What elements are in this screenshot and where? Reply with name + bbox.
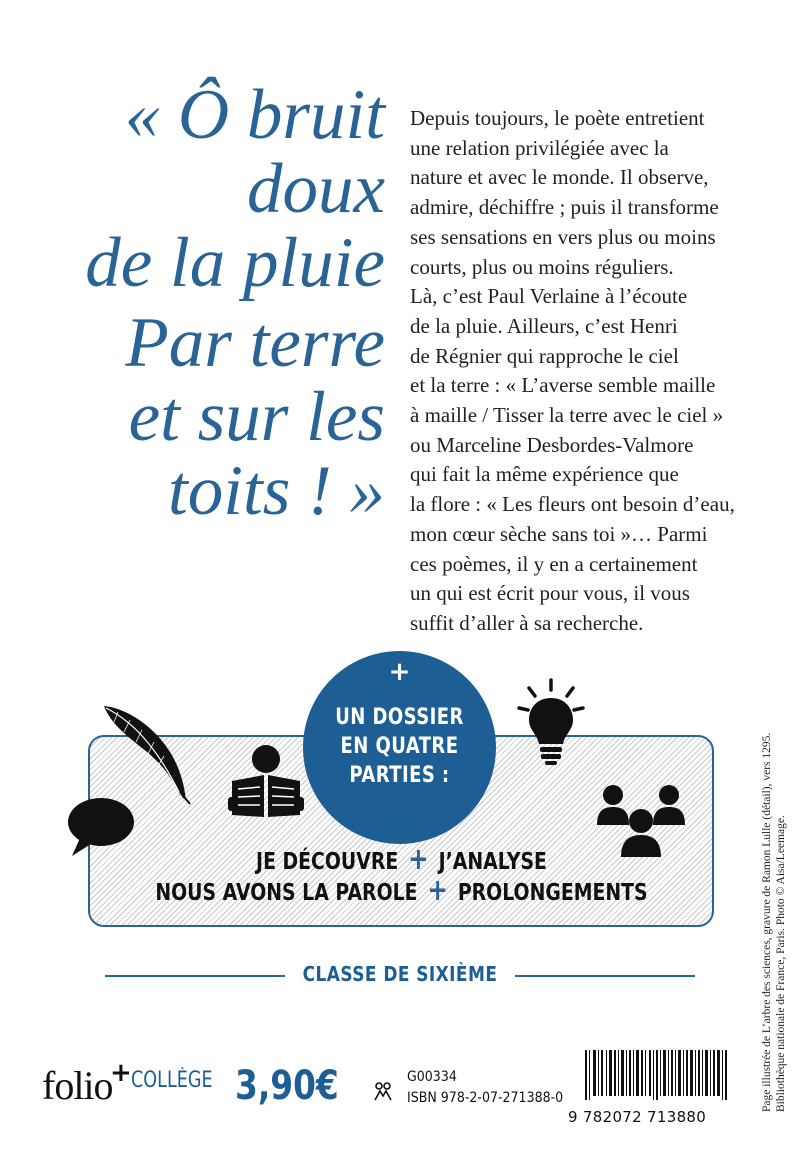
reader-icon	[226, 743, 304, 821]
plus-separator: +	[427, 873, 448, 908]
dossier-part: NOUS AVONS LA PAROLE	[155, 880, 418, 906]
folio-plus-icon: +	[110, 1058, 132, 1088]
divider-left	[105, 975, 285, 977]
quote-line: Par terre	[125, 304, 385, 382]
publisher-logo-icon	[372, 1080, 394, 1102]
dossier-title-line: EN QUATRE	[340, 734, 459, 759]
collection-name: COLLÈGE	[131, 1068, 213, 1093]
blurb-line: la flore : « Les fleurs ont besoin d’eau,	[410, 492, 735, 517]
product-code: G00334	[407, 1069, 457, 1085]
class-level: CLASSE DE SIXIÈME	[302, 962, 498, 986]
back-cover-blurb	[410, 104, 782, 639]
credit-line: Bibliothèque nationale de France, Paris. Photo © Aisa/Leemage.	[774, 815, 787, 1112]
blurb-line: et la terre : « L’averse semble maille	[410, 373, 716, 398]
pull-quote	[40, 78, 385, 528]
credit-line: Page illustrée de L’arbre des sciences, gravure de Ramon Lulle (détail), vers 1295.	[761, 732, 773, 1112]
plus-separator: +	[408, 842, 429, 877]
blurb-line: de Régnier qui rapproche le ciel	[410, 343, 679, 368]
divider-right	[515, 975, 695, 977]
blurb-line: suffit d’aller à sa recherche.	[410, 610, 644, 635]
dossier-parts-row	[144, 873, 658, 908]
blurb-line: mon cœur sèche sans toi »… Parmi	[410, 521, 708, 546]
speech-bubble-icon	[66, 796, 136, 858]
blurb-line: courts, plus ou moins réguliers.	[410, 254, 674, 279]
dossier-part: PROLONGEMENTS	[457, 880, 648, 906]
dossier-badge	[303, 651, 496, 844]
lightbulb-icon	[515, 676, 587, 768]
blurb-line: admire, déchiffre ; puis il transforme	[410, 195, 719, 220]
blurb-line: une relation privilégiée avec la	[410, 135, 669, 160]
blurb-line: ces poèmes, il y en a certainement	[410, 551, 698, 576]
quote-line: de la pluie	[85, 224, 385, 302]
blurb-line: Depuis toujours, le poète entretient	[410, 106, 705, 130]
quote-line: toits ! »	[168, 452, 385, 530]
quote-line: doux	[246, 150, 385, 228]
blurb-line: un qui est écrit pour vous, il vous	[410, 581, 690, 606]
plus-icon: +	[388, 657, 411, 687]
folio-logo: folio	[42, 1063, 113, 1108]
isbn: ISBN 978-2-07-271388-0	[407, 1090, 564, 1106]
blurb-line: à maille / Tisser la terre avec le ciel »	[410, 403, 724, 428]
dossier-parts-row	[144, 842, 658, 877]
image-credit	[761, 733, 788, 1112]
blurb-line: qui fait la même expérience que	[410, 462, 679, 487]
price: 3,90€	[235, 1063, 339, 1109]
quill-icon	[96, 700, 196, 805]
blurb-line: Là, c’est Paul Verlaine à l’écoute	[410, 284, 688, 309]
dossier-title-line: PARTIES :	[349, 763, 450, 788]
dossier-part: JE DÉCOUVRE	[256, 849, 399, 875]
dossier-title	[320, 703, 478, 790]
dossier-title-line: UN DOSSIER	[335, 705, 464, 730]
blurb-line: nature et avec le monde. Il observe,	[410, 165, 709, 190]
barcode	[585, 1050, 730, 1100]
dossier-part: J’ANALYSE	[438, 849, 547, 875]
quote-line: « Ô bruit	[124, 76, 385, 154]
blurb-line: ou Marceline Desbordes-Valmore	[410, 432, 694, 457]
blurb-line: de la pluie. Ailleurs, c’est Henri	[410, 313, 678, 338]
barcode-number: 9 782072 713880	[568, 1108, 707, 1126]
blurb-line: ses sensations en vers plus ou moins	[410, 224, 716, 249]
quote-line: et sur les	[128, 378, 385, 456]
